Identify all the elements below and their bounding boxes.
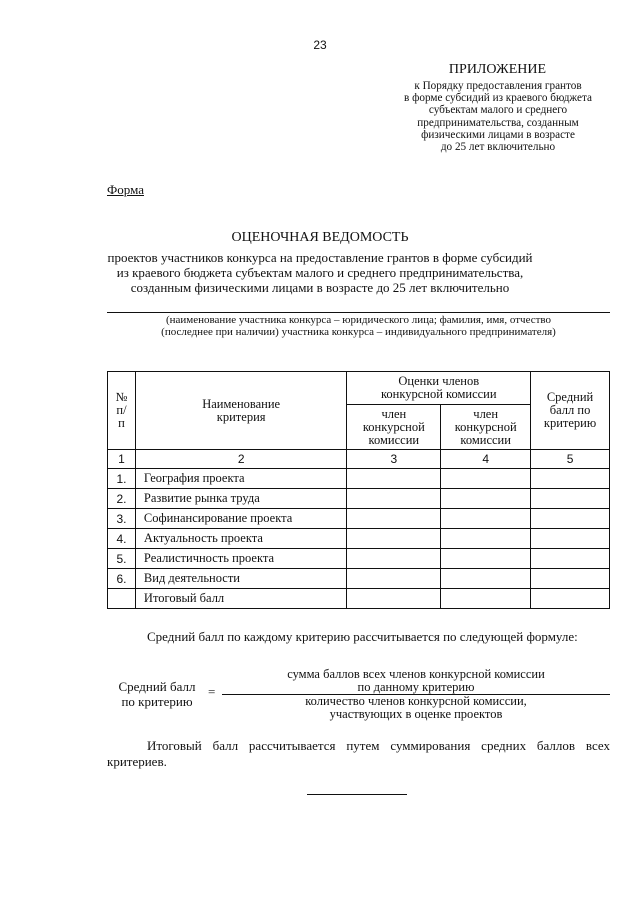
subtitle-line: проектов участников конкурса на предоставление грантов в форме субсидий: [107, 250, 533, 265]
table-row: [108, 509, 610, 529]
average-cell: [531, 509, 610, 529]
column-number: 3: [347, 450, 441, 469]
row-number: [108, 589, 136, 609]
header-number-line: №: [115, 390, 128, 404]
evaluation-table: [107, 371, 610, 609]
paragraph-total-score: Итоговый балл рассчитывается путем суммирования средних баллов всех критериев.: [107, 738, 610, 769]
subtitle-line: созданным физическими лицами в возрасте до 25 лет включительно: [130, 280, 510, 295]
row-number: 4.: [108, 529, 136, 549]
row-number: 2.: [108, 489, 136, 509]
criterion-label: Софинансирование проекта: [135, 509, 346, 529]
formula-left-side: [107, 679, 207, 709]
formula-denominator: [222, 695, 610, 721]
row-number: 1.: [108, 469, 136, 489]
header-member-line: комиссии: [368, 432, 420, 447]
criterion-label: Вид деятельности: [135, 569, 346, 589]
score-cell: [441, 589, 531, 609]
subtitle-line: из краевого бюджета субъектам малого и среднего предпринимательства,: [116, 265, 524, 280]
appendix-line: в форме субсидий из краевого бюджета: [404, 92, 592, 105]
average-cell: [531, 529, 610, 549]
header-member-line: член: [381, 406, 407, 421]
header-member-line: конкурсной: [362, 419, 425, 434]
form-label: Форма: [107, 182, 144, 197]
row-number: 5.: [108, 549, 136, 569]
average-cell: [531, 489, 610, 509]
score-cell: [441, 549, 531, 569]
formula-equals: =: [208, 684, 216, 699]
average-cell: [531, 569, 610, 589]
column-number: 4: [441, 450, 531, 469]
score-cell: [441, 569, 531, 589]
column-number: 2: [135, 450, 346, 469]
header-number: [108, 372, 136, 450]
formula-left-line: по критерию: [121, 694, 193, 709]
header-member-1: [347, 405, 441, 450]
score-cell: [347, 469, 441, 489]
score-cell: [347, 589, 441, 609]
header-name-line: критерия: [216, 409, 266, 424]
criterion-label: Актуальность проекта: [135, 529, 346, 549]
header-avg-line: балл по: [549, 403, 591, 417]
caption-line: (последнее при наличии) участника конкурса – индивидуального предпринимателя): [161, 326, 556, 338]
average-cell: [531, 469, 610, 489]
header-scores-line: Оценки членов: [398, 374, 480, 388]
appendix-line: физическими лицами в возрасте: [421, 128, 575, 141]
criterion-label: Реалистичность проекта: [135, 549, 346, 569]
table-row: [108, 529, 610, 549]
header-commission-scores: [347, 372, 531, 405]
page-number: 23: [313, 38, 327, 52]
header-avg-line: критерию: [543, 416, 597, 430]
header-criterion-name: [135, 372, 346, 450]
total-label: Итоговый балл: [135, 589, 346, 609]
row-number: 3.: [108, 509, 136, 529]
appendix-line: до 25 лет включительно: [440, 141, 556, 154]
end-divider: [307, 794, 407, 795]
average-cell: [531, 589, 610, 609]
header-scores-line: конкурсной комиссии: [380, 387, 497, 401]
numerator-line: по данному критерию: [357, 680, 475, 694]
table-row: [108, 549, 610, 569]
table-row: [108, 469, 610, 489]
appendix-text: [383, 80, 613, 153]
score-cell: [441, 469, 531, 489]
header-number-line: п/: [116, 403, 127, 417]
header-name-line: Наименование: [202, 396, 281, 411]
criterion-label: Развитие рынка труда: [135, 489, 346, 509]
score-cell: [347, 509, 441, 529]
criterion-label: География проекта: [135, 469, 346, 489]
formula-left-line: Средний балл: [118, 679, 196, 694]
header-member-line: комиссии: [460, 432, 511, 447]
appendix-line: к Порядку предоставления грантов: [414, 80, 582, 92]
column-number: 5: [531, 450, 610, 469]
document-title: ОЦЕНОЧНАЯ ВЕДОМОСТЬ: [231, 230, 409, 245]
row-number: 6.: [108, 569, 136, 589]
header-member-line: член: [473, 406, 499, 421]
score-cell: [347, 489, 441, 509]
header-avg-line: Средний: [546, 390, 594, 404]
header-member-line: конкурсной: [454, 419, 517, 434]
numerator-line: сумма баллов всех членов конкурсной комиссии: [287, 667, 545, 681]
table-row: [108, 569, 610, 589]
score-cell: [347, 569, 441, 589]
document-subtitle: [90, 250, 550, 295]
average-cell: [531, 549, 610, 569]
header-average-score: [531, 372, 610, 450]
table-row: [108, 489, 610, 509]
participant-name-caption: [107, 314, 610, 338]
total-row: [108, 589, 610, 609]
score-cell: [347, 529, 441, 549]
denominator-line: участвующих в оценке проектов: [329, 707, 503, 721]
appendix-title: ПРИЛОЖЕНИЕ: [448, 62, 547, 77]
score-cell: [347, 549, 441, 569]
caption-line: (наименование участника конкурса – юридического лица; фамилия, имя, отчество: [165, 314, 552, 326]
formula-numerator: [222, 668, 610, 694]
paragraph-average-formula: Средний балл по каждому критерию рассчитывается по следующей формуле:: [147, 629, 578, 644]
appendix-line: субъектам малого и среднего: [428, 104, 568, 117]
header-member-2: [441, 405, 531, 450]
appendix-line: предпринимательства, созданным: [417, 116, 579, 129]
participant-name-line: [107, 312, 610, 313]
score-cell: [441, 509, 531, 529]
column-number: 1: [108, 450, 136, 469]
score-cell: [441, 489, 531, 509]
header-number-line: п: [118, 416, 125, 430]
denominator-line: количество членов конкурсной комиссии,: [305, 694, 527, 708]
score-cell: [441, 529, 531, 549]
